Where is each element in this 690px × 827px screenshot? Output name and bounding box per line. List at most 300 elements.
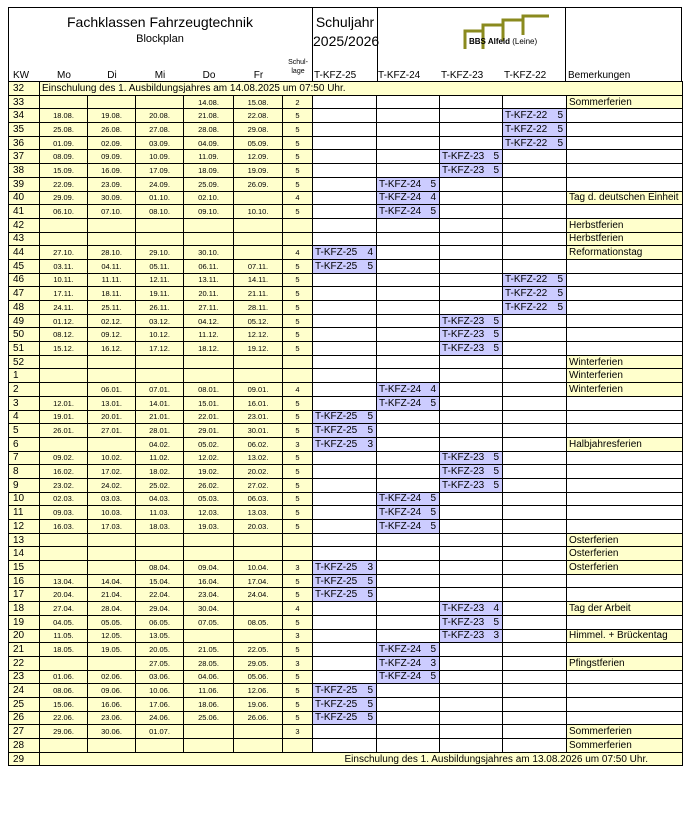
class-cell <box>503 725 567 739</box>
class-block-days: 5 <box>367 589 373 601</box>
class-cell <box>503 342 567 356</box>
date-cell: 22.08. <box>234 109 283 123</box>
class-block-label: T-KFZ-24 <box>379 383 422 395</box>
kw-cell: 22 <box>9 656 40 670</box>
class-cell <box>377 259 440 273</box>
blockplan-table <box>8 81 683 766</box>
date-cell: 25.11. <box>88 301 136 315</box>
date-cell: 09.06. <box>88 684 136 698</box>
class-block-days: 5 <box>430 644 436 656</box>
date-cell: 17.04. <box>234 574 283 588</box>
date-cell: 11.05. <box>40 629 88 643</box>
date-cell: 07.11. <box>234 259 283 273</box>
date-cell: 22.09. <box>40 177 88 191</box>
bemerkung-cell <box>567 177 683 191</box>
class-block <box>377 177 440 191</box>
schullage-cell: 5 <box>283 670 313 684</box>
date-cell <box>184 533 234 547</box>
schullage-cell: 5 <box>283 259 313 273</box>
kw-cell: 6 <box>9 437 40 451</box>
bemerkung-cell: Himmel. + Brückentag <box>567 629 683 643</box>
class-cell <box>503 670 567 684</box>
date-cell: 22.05. <box>234 643 283 657</box>
date-cell: 16.09. <box>88 164 136 178</box>
bemerkung-cell <box>567 492 683 506</box>
date-cell: 17.11. <box>40 287 88 301</box>
table-row <box>9 478 683 492</box>
class-cell <box>503 697 567 711</box>
class-block-days: 5 <box>557 123 563 135</box>
class-cell <box>503 383 567 397</box>
kw-cell: 23 <box>9 670 40 684</box>
date-cell: 19.02. <box>184 465 234 479</box>
date-cell: 26.02. <box>184 478 234 492</box>
kw-cell: 1 <box>9 369 40 383</box>
date-cell: 19.08. <box>88 109 136 123</box>
kw-cell: 21 <box>9 643 40 657</box>
table-row <box>9 684 683 698</box>
class-block <box>440 150 503 164</box>
class-block-days: 5 <box>557 110 563 122</box>
date-cell <box>136 533 184 547</box>
date-cell <box>136 739 184 753</box>
schullage-cell <box>283 369 313 383</box>
date-cell: 15.09. <box>40 164 88 178</box>
date-cell: 30.04. <box>184 602 234 616</box>
kw-cell: 7 <box>9 451 40 465</box>
date-cell: 10.04. <box>234 561 283 575</box>
class-block-days: 5 <box>493 342 499 354</box>
schullage-cell: 5 <box>283 396 313 410</box>
class-cell <box>440 109 503 123</box>
date-cell: 22.06. <box>40 711 88 725</box>
class-block <box>313 588 377 602</box>
table-row <box>9 588 683 602</box>
class-block-days: 5 <box>430 507 436 519</box>
class-cell <box>377 533 440 547</box>
class-cell <box>440 383 503 397</box>
class-cell <box>313 520 377 534</box>
date-cell: 12.09. <box>234 150 283 164</box>
class-cell <box>313 109 377 123</box>
date-cell: 24.04. <box>234 588 283 602</box>
table-row <box>9 520 683 534</box>
bemerkung-cell: Winterferien <box>567 383 683 397</box>
date-cell: 01.07. <box>136 725 184 739</box>
date-cell <box>136 218 184 232</box>
class-cell <box>440 218 503 232</box>
class-cell <box>440 287 503 301</box>
schullage-cell: 3 <box>283 561 313 575</box>
date-cell: 26.09. <box>234 177 283 191</box>
class-block-label: T-KFZ-23 <box>442 616 485 628</box>
date-cell: 19.01. <box>40 410 88 424</box>
class-cell <box>377 246 440 260</box>
date-cell: 26.01. <box>40 424 88 438</box>
date-cell: 23.04. <box>184 588 234 602</box>
date-cell: 09.01. <box>234 383 283 397</box>
class-cell <box>377 328 440 342</box>
bemerkung-cell <box>567 478 683 492</box>
class-block <box>503 136 567 150</box>
date-cell: 27.05. <box>136 656 184 670</box>
class-cell <box>440 684 503 698</box>
logo-text: BBS Alfeld (Leine) <box>469 37 538 46</box>
date-cell <box>184 232 234 246</box>
class-block-days: 4 <box>430 192 436 204</box>
class-block <box>377 191 440 205</box>
date-cell: 26.08. <box>88 123 136 137</box>
date-cell <box>88 437 136 451</box>
date-cell: 09.12. <box>88 328 136 342</box>
kw-cell: 14 <box>9 547 40 561</box>
date-cell: 09.04. <box>184 561 234 575</box>
bemerkung-cell: Reformationstag <box>567 246 683 260</box>
kw-cell: 13 <box>9 533 40 547</box>
class-block <box>440 164 503 178</box>
schullage-cell: 5 <box>283 301 313 315</box>
date-cell: 18.09. <box>184 164 234 178</box>
schullage-cell: 3 <box>283 437 313 451</box>
class-block-days: 5 <box>367 698 373 710</box>
class-cell <box>377 561 440 575</box>
einschulung-note: Einschulung des 1. Ausbildungsjahres am 14.08.2025 um 07:50 Uhr. <box>40 82 683 96</box>
date-cell: 15.04. <box>136 574 184 588</box>
date-cell: 12.02. <box>184 451 234 465</box>
class-cell <box>377 150 440 164</box>
class-block-label: T-KFZ-25 <box>315 575 358 587</box>
date-cell: 21.08. <box>184 109 234 123</box>
class-cell <box>377 465 440 479</box>
date-cell <box>40 232 88 246</box>
class-cell <box>313 396 377 410</box>
class-cell <box>313 492 377 506</box>
col-t-kfz-23: T-KFZ-23 <box>441 70 484 81</box>
class-block-label: T-KFZ-23 <box>442 315 485 327</box>
table-row <box>9 273 683 287</box>
date-cell: 16.12. <box>88 342 136 356</box>
class-block <box>377 506 440 520</box>
class-block-label: T-KFZ-25 <box>315 247 358 259</box>
date-cell: 04.05. <box>40 615 88 629</box>
date-cell: 10.06. <box>136 684 184 698</box>
class-block <box>440 328 503 342</box>
date-cell: 06.01. <box>88 383 136 397</box>
schullage-cell <box>283 739 313 753</box>
date-cell: 06.03. <box>234 492 283 506</box>
bemerkung-cell <box>567 396 683 410</box>
date-cell: 19.09. <box>234 164 283 178</box>
class-block-label: T-KFZ-22 <box>505 301 548 313</box>
class-block-days: 5 <box>493 164 499 176</box>
date-cell <box>234 218 283 232</box>
date-cell: 25.02. <box>136 478 184 492</box>
bemerkung-cell <box>567 109 683 123</box>
schullage-cell: 4 <box>283 191 313 205</box>
date-cell: 11.06. <box>184 684 234 698</box>
schullage-cell: 3 <box>283 629 313 643</box>
date-cell: 14.08. <box>184 95 234 109</box>
date-cell: 16.03. <box>40 520 88 534</box>
date-cell: 05.03. <box>184 492 234 506</box>
class-block-label: T-KFZ-24 <box>379 671 422 683</box>
date-cell: 18.06. <box>184 697 234 711</box>
class-block <box>503 273 567 287</box>
class-cell <box>503 711 567 725</box>
class-block-label: T-KFZ-24 <box>379 657 422 669</box>
class-cell <box>313 301 377 315</box>
class-block-days: 5 <box>557 288 563 300</box>
class-block-days: 4 <box>367 247 373 259</box>
date-cell: 24.02. <box>88 478 136 492</box>
schullage-cell: 5 <box>283 164 313 178</box>
class-cell <box>503 246 567 260</box>
bemerkung-cell <box>567 287 683 301</box>
date-cell <box>88 232 136 246</box>
col-schullage: Schul- lage <box>288 59 308 75</box>
class-cell <box>313 150 377 164</box>
class-cell <box>377 218 440 232</box>
class-block-label: T-KFZ-24 <box>379 644 422 656</box>
class-block-label: T-KFZ-22 <box>505 137 548 149</box>
class-cell <box>377 451 440 465</box>
bemerkung-cell: Herbstferien <box>567 232 683 246</box>
class-block <box>377 656 440 670</box>
kw-cell: 8 <box>9 465 40 479</box>
kw-cell: 45 <box>9 259 40 273</box>
class-cell <box>503 437 567 451</box>
class-cell <box>503 164 567 178</box>
date-cell <box>234 232 283 246</box>
class-block <box>377 520 440 534</box>
class-block-days: 5 <box>493 452 499 464</box>
class-cell <box>503 218 567 232</box>
date-cell <box>40 355 88 369</box>
date-cell: 29.04. <box>136 602 184 616</box>
class-block-label: T-KFZ-25 <box>315 561 358 573</box>
date-cell <box>40 369 88 383</box>
date-cell: 30.06. <box>88 725 136 739</box>
schullage-cell <box>283 218 313 232</box>
class-block <box>313 561 377 575</box>
date-cell: 15.08. <box>234 95 283 109</box>
table-row <box>9 95 683 109</box>
bemerkung-cell <box>567 520 683 534</box>
class-cell <box>503 177 567 191</box>
date-cell: 24.11. <box>40 301 88 315</box>
class-cell <box>377 342 440 356</box>
date-cell: 05.11. <box>136 259 184 273</box>
date-cell: 20.02. <box>234 465 283 479</box>
date-cell: 08.04. <box>136 561 184 575</box>
date-cell: 05.05. <box>88 615 136 629</box>
class-cell <box>503 506 567 520</box>
date-cell <box>40 739 88 753</box>
table-row <box>9 314 683 328</box>
class-cell <box>313 506 377 520</box>
bemerkung-cell <box>567 684 683 698</box>
date-cell: 13.05. <box>136 629 184 643</box>
bemerkung-cell: Tag der Arbeit <box>567 602 683 616</box>
class-cell <box>313 273 377 287</box>
date-cell <box>234 629 283 643</box>
date-cell: 10.10. <box>234 205 283 219</box>
date-cell: 05.06. <box>234 670 283 684</box>
kw-cell: 47 <box>9 287 40 301</box>
date-cell: 15.01. <box>184 396 234 410</box>
class-cell <box>503 656 567 670</box>
date-cell: 08.06. <box>40 684 88 698</box>
class-cell <box>377 232 440 246</box>
class-cell <box>503 95 567 109</box>
date-cell: 25.08. <box>40 123 88 137</box>
class-cell <box>440 711 503 725</box>
bemerkung-cell <box>567 314 683 328</box>
class-cell <box>313 164 377 178</box>
kw-cell: 38 <box>9 164 40 178</box>
class-cell <box>503 561 567 575</box>
date-cell: 04.11. <box>88 259 136 273</box>
class-cell <box>440 273 503 287</box>
table-row <box>9 739 683 753</box>
bemerkung-cell <box>567 643 683 657</box>
class-block-days: 5 <box>367 260 373 272</box>
date-cell <box>88 533 136 547</box>
bemerkung-cell <box>567 301 683 315</box>
class-block-label: T-KFZ-23 <box>442 329 485 341</box>
date-cell: 17.03. <box>88 520 136 534</box>
class-cell <box>440 561 503 575</box>
bemerkung-cell: Herbstferien <box>567 218 683 232</box>
class-cell <box>440 739 503 753</box>
date-cell: 16.06. <box>88 697 136 711</box>
class-cell <box>440 232 503 246</box>
class-block-label: T-KFZ-23 <box>442 479 485 491</box>
class-cell <box>377 711 440 725</box>
class-block-days: 5 <box>367 575 373 587</box>
page-subtitle: Blockplan <box>136 33 184 45</box>
class-block-label: T-KFZ-25 <box>315 712 358 724</box>
table-row <box>9 697 683 711</box>
date-cell: 04.12. <box>184 314 234 328</box>
bemerkung-cell <box>567 424 683 438</box>
class-block-days: 5 <box>367 712 373 724</box>
class-block-label: T-KFZ-23 <box>442 342 485 354</box>
bemerkung-cell <box>567 711 683 725</box>
schullage-cell: 5 <box>283 478 313 492</box>
class-cell <box>440 136 503 150</box>
bemerkung-cell <box>567 697 683 711</box>
class-block-label: T-KFZ-24 <box>379 507 422 519</box>
date-cell: 25.09. <box>184 177 234 191</box>
date-cell: 18.03. <box>136 520 184 534</box>
date-cell: 29.01. <box>184 424 234 438</box>
date-cell: 03.06. <box>136 670 184 684</box>
date-cell: 12.12. <box>234 328 283 342</box>
date-cell <box>136 95 184 109</box>
date-cell: 30.09. <box>88 191 136 205</box>
kw-cell: 41 <box>9 205 40 219</box>
class-block-days: 5 <box>430 206 436 218</box>
class-block <box>503 123 567 137</box>
class-block-label: T-KFZ-25 <box>315 698 358 710</box>
schuljahr-value: 2025/2026 <box>313 33 380 49</box>
class-cell <box>503 602 567 616</box>
class-block <box>440 465 503 479</box>
date-cell: 12.06. <box>234 684 283 698</box>
bemerkung-cell <box>567 136 683 150</box>
date-cell: 27.04. <box>40 602 88 616</box>
date-cell: 17.12. <box>136 342 184 356</box>
date-cell: 09.03. <box>40 506 88 520</box>
schullage-cell: 5 <box>283 465 313 479</box>
table-row <box>9 123 683 137</box>
table-row <box>9 643 683 657</box>
class-block-days: 3 <box>367 438 373 450</box>
class-cell <box>440 437 503 451</box>
date-cell: 23.06. <box>88 711 136 725</box>
schullage-cell: 5 <box>283 684 313 698</box>
class-cell <box>377 314 440 328</box>
date-cell <box>234 725 283 739</box>
class-block-days: 5 <box>367 685 373 697</box>
class-cell <box>377 136 440 150</box>
class-cell <box>313 205 377 219</box>
date-cell: 24.06. <box>136 711 184 725</box>
table-row <box>9 396 683 410</box>
class-cell <box>503 465 567 479</box>
kw-cell: 18 <box>9 602 40 616</box>
schullage-cell: 5 <box>283 273 313 287</box>
class-block-days: 5 <box>493 329 499 341</box>
class-block-label: T-KFZ-24 <box>379 206 422 218</box>
class-block-days: 3 <box>367 561 373 573</box>
class-block-label: T-KFZ-23 <box>442 602 485 614</box>
date-cell: 14.11. <box>234 273 283 287</box>
date-cell: 18.12. <box>184 342 234 356</box>
schullage-cell: 4 <box>283 246 313 260</box>
class-block <box>440 451 503 465</box>
date-cell: 23.02. <box>40 478 88 492</box>
class-block-label: T-KFZ-24 <box>379 397 422 409</box>
kw-cell: 29 <box>9 752 40 766</box>
date-cell <box>184 739 234 753</box>
class-cell <box>440 492 503 506</box>
schullage-cell: 5 <box>283 150 313 164</box>
class-cell <box>440 191 503 205</box>
date-cell <box>234 739 283 753</box>
date-cell: 11.03. <box>136 506 184 520</box>
date-cell: 13.02. <box>234 451 283 465</box>
table-row <box>9 342 683 356</box>
class-cell <box>503 492 567 506</box>
schullage-cell <box>283 547 313 561</box>
schullage-cell: 4 <box>283 602 313 616</box>
date-cell <box>40 656 88 670</box>
class-block-days: 5 <box>493 616 499 628</box>
table-row <box>9 533 683 547</box>
table-row <box>9 136 683 150</box>
date-cell: 02.03. <box>40 492 88 506</box>
date-cell: 14.04. <box>88 574 136 588</box>
bemerkung-cell <box>567 588 683 602</box>
date-cell: 23.01. <box>234 410 283 424</box>
schullage-cell: 5 <box>283 697 313 711</box>
kw-cell: 42 <box>9 218 40 232</box>
class-block-days: 4 <box>493 602 499 614</box>
schullage-cell: 5 <box>283 643 313 657</box>
date-cell <box>136 369 184 383</box>
